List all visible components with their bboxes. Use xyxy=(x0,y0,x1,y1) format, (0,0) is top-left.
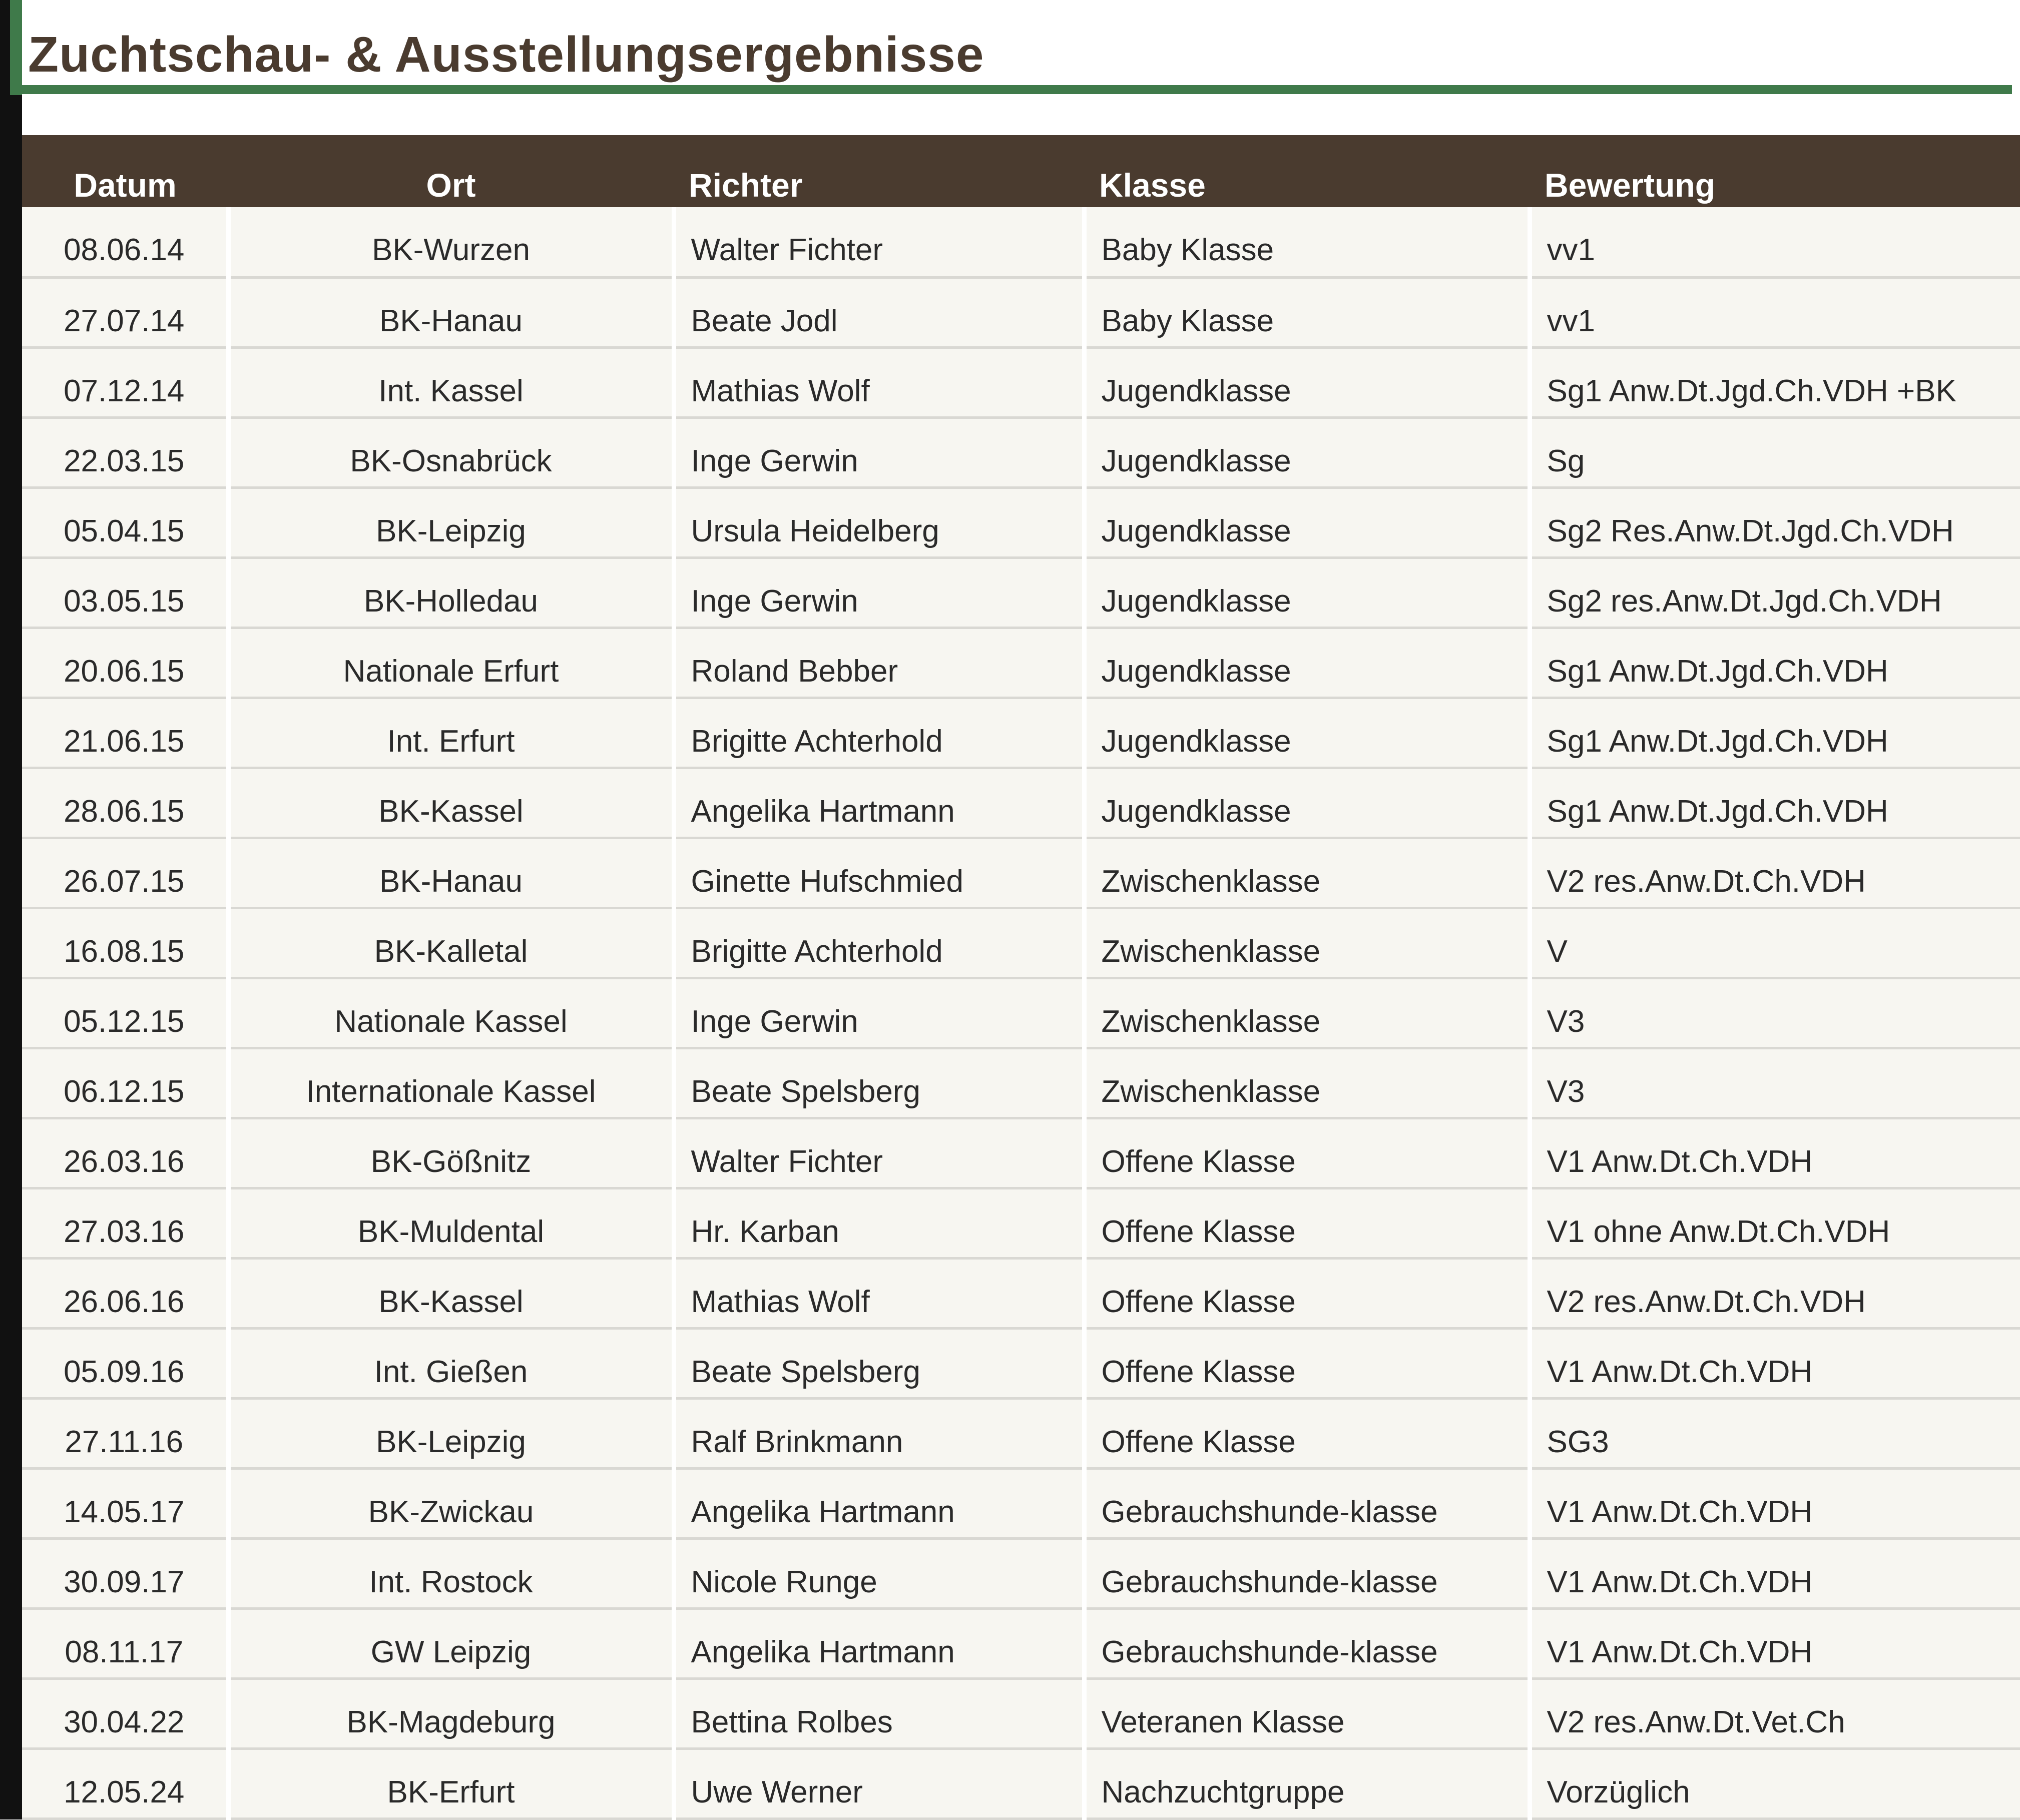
results-table xyxy=(22,135,2020,1820)
page-title: Zuchtschau- & Ausstellungsergebnisse xyxy=(28,27,984,83)
cell-bewertung: V1 Anw.Dt.Ch.VDH xyxy=(1530,1118,2020,1188)
cell-datum: 30.04.22 xyxy=(22,1678,228,1748)
cell-ort: BK-Magdeburg xyxy=(228,1678,674,1748)
cell-richter: Walter Fichter xyxy=(674,1118,1084,1188)
cell-bewertung: Sg xyxy=(1530,417,2020,487)
cell-ort: Int. Erfurt xyxy=(228,698,674,768)
table-row xyxy=(22,207,2020,277)
cell-bewertung: vv1 xyxy=(1530,277,2020,347)
cell-klasse: Jugendklasse xyxy=(1084,347,1530,417)
table-row xyxy=(22,347,2020,417)
table-header-row xyxy=(22,135,2020,207)
cell-klasse: Jugendklasse xyxy=(1084,487,1530,557)
table-row xyxy=(22,1118,2020,1188)
cell-ort: BK-Hanau xyxy=(228,277,674,347)
cell-klasse: Veteranen Klasse xyxy=(1084,1678,1530,1748)
cell-datum: 22.03.15 xyxy=(22,417,228,487)
cell-datum: 07.12.14 xyxy=(22,347,228,417)
cell-richter: Hr. Karban xyxy=(674,1188,1084,1258)
cell-klasse: Baby Klasse xyxy=(1084,207,1530,277)
cell-klasse: Jugendklasse xyxy=(1084,698,1530,768)
column-header-bewertung: Bewertung xyxy=(1545,167,1716,204)
cell-bewertung: V1 Anw.Dt.Ch.VDH xyxy=(1530,1468,2020,1538)
cell-klasse: Offene Klasse xyxy=(1084,1258,1530,1328)
cell-richter: Mathias Wolf xyxy=(674,347,1084,417)
cell-ort: Int. Gießen xyxy=(228,1328,674,1398)
column-header-datum: Datum xyxy=(74,167,177,204)
cell-richter: Nicole Runge xyxy=(674,1538,1084,1608)
cell-richter: Bettina Rolbes xyxy=(674,1678,1084,1748)
cell-datum: 27.03.16 xyxy=(22,1188,228,1258)
cell-klasse: Jugendklasse xyxy=(1084,417,1530,487)
cell-richter: Mathias Wolf xyxy=(674,1258,1084,1328)
cell-bewertung: V3 xyxy=(1530,978,2020,1048)
cell-datum: 06.12.15 xyxy=(22,1048,228,1118)
cell-datum: 16.08.15 xyxy=(22,908,228,978)
cell-bewertung: SG3 xyxy=(1530,1398,2020,1468)
cell-bewertung: vv1 xyxy=(1530,207,2020,277)
cell-richter: Ginette Hufschmied xyxy=(674,838,1084,908)
cell-ort: BK-Gößnitz xyxy=(228,1118,674,1188)
cell-datum: 14.05.17 xyxy=(22,1468,228,1538)
table-row xyxy=(22,698,2020,768)
table-row xyxy=(22,487,2020,557)
cell-bewertung: Vorzüglich xyxy=(1530,1748,2020,1818)
cell-bewertung: Sg1 Anw.Dt.Jgd.Ch.VDH +BK xyxy=(1530,347,2020,417)
cell-klasse: Zwischenklasse xyxy=(1084,908,1530,978)
cell-richter: Angelika Hartmann xyxy=(674,768,1084,838)
table-row xyxy=(22,1048,2020,1118)
cell-ort: BK-Holledau xyxy=(228,557,674,628)
table-row xyxy=(22,1538,2020,1608)
cell-datum: 30.09.17 xyxy=(22,1538,228,1608)
cell-ort: Int. Kassel xyxy=(228,347,674,417)
cell-klasse: Jugendklasse xyxy=(1084,557,1530,628)
cell-datum: 08.11.17 xyxy=(22,1608,228,1678)
cell-bewertung: V3 xyxy=(1530,1048,2020,1118)
cell-bewertung: Sg2 res.Anw.Dt.Jgd.Ch.VDH xyxy=(1530,557,2020,628)
cell-richter: Uwe Werner xyxy=(674,1748,1084,1818)
cell-bewertung: Sg1 Anw.Dt.Jgd.Ch.VDH xyxy=(1530,698,2020,768)
cell-datum: 05.12.15 xyxy=(22,978,228,1048)
cell-datum: 05.04.15 xyxy=(22,487,228,557)
cell-richter: Inge Gerwin xyxy=(674,557,1084,628)
cell-datum: 03.05.15 xyxy=(22,557,228,628)
cell-klasse: Gebrauchshunde-klasse xyxy=(1084,1468,1530,1538)
cell-klasse: Gebrauchshunde-klasse xyxy=(1084,1538,1530,1608)
cell-datum: 26.07.15 xyxy=(22,838,228,908)
table-row xyxy=(22,908,2020,978)
cell-bewertung: Sg1 Anw.Dt.Jgd.Ch.VDH xyxy=(1530,628,2020,698)
cell-bewertung: V1 Anw.Dt.Ch.VDH xyxy=(1530,1608,2020,1678)
table-row xyxy=(22,768,2020,838)
cell-ort: BK-Kassel xyxy=(228,1258,674,1328)
table-row xyxy=(22,1468,2020,1538)
cell-richter: Beate Spelsberg xyxy=(674,1328,1084,1398)
cell-datum: 08.06.14 xyxy=(22,207,228,277)
cell-ort: BK-Leipzig xyxy=(228,487,674,557)
column-header-richter: Richter xyxy=(689,167,803,204)
cell-bewertung: V2 res.Anw.Dt.Ch.VDH xyxy=(1530,838,2020,908)
table-row xyxy=(22,417,2020,487)
table-row xyxy=(22,628,2020,698)
table-row xyxy=(22,1398,2020,1468)
cell-ort: GW Leipzig xyxy=(228,1608,674,1678)
cell-klasse: Offene Klasse xyxy=(1084,1118,1530,1188)
table-row xyxy=(22,1188,2020,1258)
cell-klasse: Nachzuchtgruppe xyxy=(1084,1748,1530,1818)
cell-richter: Angelika Hartmann xyxy=(674,1468,1084,1538)
cell-klasse: Jugendklasse xyxy=(1084,768,1530,838)
table-row xyxy=(22,1748,2020,1818)
table-row xyxy=(22,1608,2020,1678)
cell-bewertung: V1 Anw.Dt.Ch.VDH xyxy=(1530,1538,2020,1608)
cell-bewertung: V1 Anw.Dt.Ch.VDH xyxy=(1530,1328,2020,1398)
left-edge-accent xyxy=(10,0,22,95)
cell-ort: BK-Kalletal xyxy=(228,908,674,978)
cell-ort: BK-Leipzig xyxy=(228,1398,674,1468)
cell-richter: Beate Spelsberg xyxy=(674,1048,1084,1118)
cell-bewertung: V2 res.Anw.Dt.Ch.VDH xyxy=(1530,1258,2020,1328)
cell-datum: 28.06.15 xyxy=(22,768,228,838)
column-header-klasse: Klasse xyxy=(1099,167,1206,204)
cell-ort: Internationale Kassel xyxy=(228,1048,674,1118)
table-row xyxy=(22,838,2020,908)
cell-klasse: Baby Klasse xyxy=(1084,277,1530,347)
cell-richter: Inge Gerwin xyxy=(674,978,1084,1048)
cell-bewertung: V2 res.Anw.Dt.Vet.Ch xyxy=(1530,1678,2020,1748)
cell-datum: 12.05.24 xyxy=(22,1748,228,1818)
table-row xyxy=(22,557,2020,628)
cell-klasse: Offene Klasse xyxy=(1084,1398,1530,1468)
cell-ort: BK-Erfurt xyxy=(228,1748,674,1818)
cell-klasse: Zwischenklasse xyxy=(1084,838,1530,908)
cell-klasse: Zwischenklasse xyxy=(1084,978,1530,1048)
cell-richter: Brigitte Achterhold xyxy=(674,698,1084,768)
cell-richter: Ursula Heidelberg xyxy=(674,487,1084,557)
cell-datum: 27.07.14 xyxy=(22,277,228,347)
cell-bewertung: Sg2 Res.Anw.Dt.Jgd.Ch.VDH xyxy=(1530,487,2020,557)
cell-bewertung: V1 ohne Anw.Dt.Ch.VDH xyxy=(1530,1188,2020,1258)
cell-ort: BK-Hanau xyxy=(228,838,674,908)
cell-klasse: Offene Klasse xyxy=(1084,1188,1530,1258)
cell-ort: BK-Osnabrück xyxy=(228,417,674,487)
cell-datum: 21.06.15 xyxy=(22,698,228,768)
cell-klasse: Zwischenklasse xyxy=(1084,1048,1530,1118)
cell-richter: Brigitte Achterhold xyxy=(674,908,1084,978)
cell-datum: 26.03.16 xyxy=(22,1118,228,1188)
cell-ort: Int. Rostock xyxy=(228,1538,674,1608)
left-edge-bar xyxy=(0,0,22,1819)
cell-richter: Beate Jodl xyxy=(674,277,1084,347)
cell-bewertung: V xyxy=(1530,908,2020,978)
table-body xyxy=(22,207,2020,1818)
table-row xyxy=(22,1328,2020,1398)
cell-ort: BK-Wurzen xyxy=(228,207,674,277)
cell-klasse: Jugendklasse xyxy=(1084,628,1530,698)
cell-richter: Angelika Hartmann xyxy=(674,1608,1084,1678)
column-header-ort: Ort xyxy=(426,167,476,204)
cell-ort: BK-Kassel xyxy=(228,768,674,838)
cell-ort: Nationale Kassel xyxy=(228,978,674,1048)
cell-bewertung: Sg1 Anw.Dt.Jgd.Ch.VDH xyxy=(1530,768,2020,838)
table-row xyxy=(22,1678,2020,1748)
cell-ort: BK-Zwickau xyxy=(228,1468,674,1538)
cell-datum: 05.09.16 xyxy=(22,1328,228,1398)
cell-datum: 26.06.16 xyxy=(22,1258,228,1328)
table-row xyxy=(22,1258,2020,1328)
cell-richter: Walter Fichter xyxy=(674,207,1084,277)
cell-datum: 20.06.15 xyxy=(22,628,228,698)
cell-ort: Nationale Erfurt xyxy=(228,628,674,698)
table-row xyxy=(22,978,2020,1048)
cell-richter: Ralf Brinkmann xyxy=(674,1398,1084,1468)
cell-ort: BK-Muldental xyxy=(228,1188,674,1258)
cell-richter: Inge Gerwin xyxy=(674,417,1084,487)
cell-datum: 27.11.16 xyxy=(22,1398,228,1468)
title-divider xyxy=(10,85,2012,94)
table-row xyxy=(22,277,2020,347)
cell-klasse: Gebrauchshunde-klasse xyxy=(1084,1608,1530,1678)
cell-richter: Roland Bebber xyxy=(674,628,1084,698)
cell-klasse: Offene Klasse xyxy=(1084,1328,1530,1398)
